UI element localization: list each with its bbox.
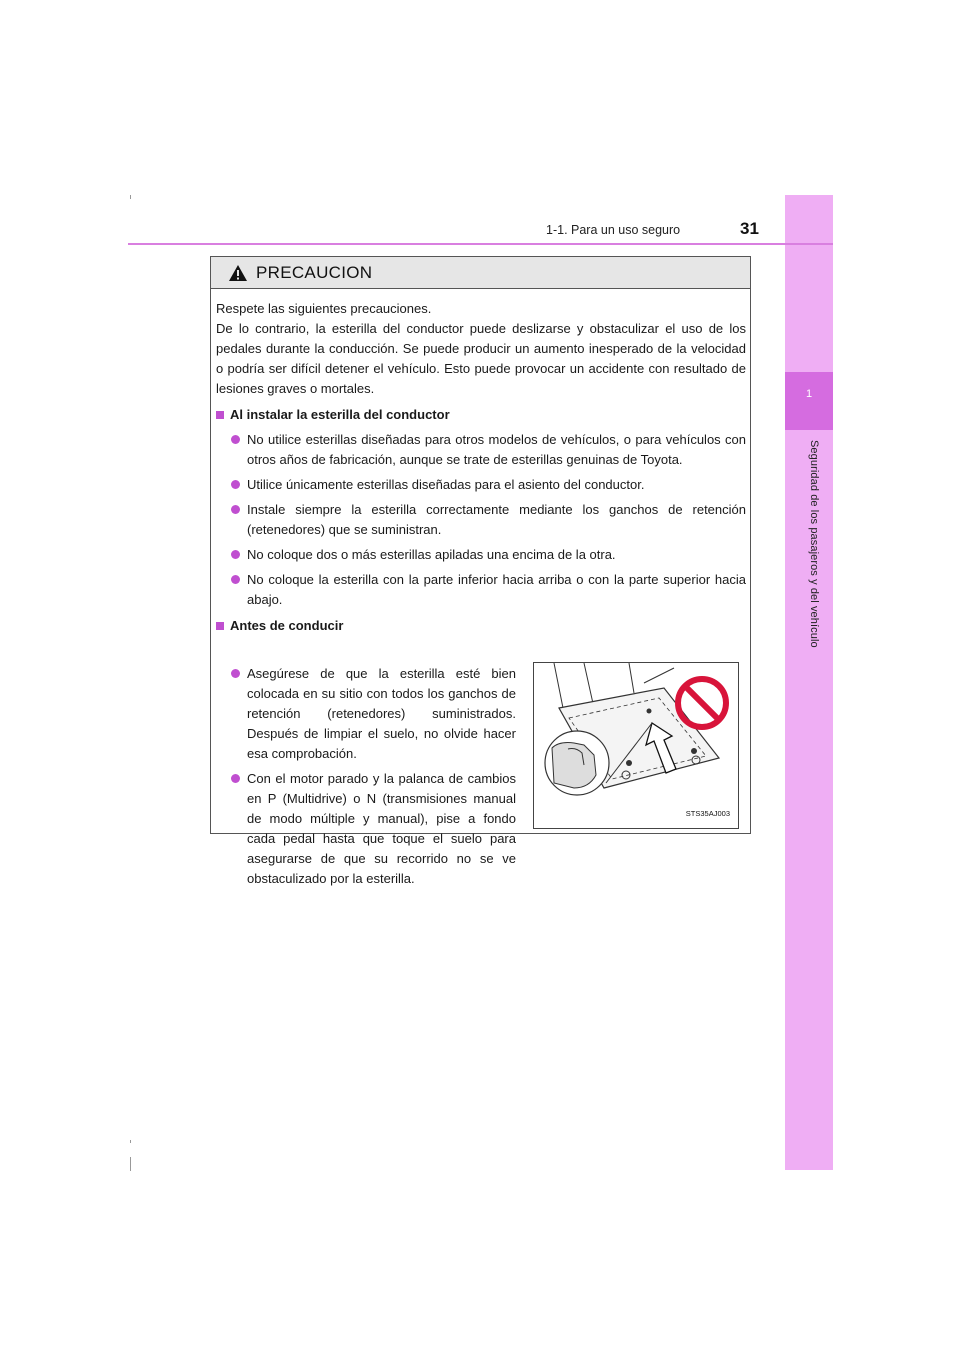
caution-body <box>216 299 746 886</box>
before-driving-list <box>216 659 516 889</box>
crop-mark <box>130 195 131 199</box>
square-bullet-icon <box>216 411 224 419</box>
section-heading <box>216 616 746 636</box>
list-item: Utilice únicamente esterillas diseñadas para el asiento del conductor. <box>231 475 746 495</box>
page-number: 31 <box>740 219 759 238</box>
floor-mat-illustration <box>533 662 739 829</box>
bullet-dot-icon <box>231 480 240 489</box>
chapter-tab <box>785 372 833 430</box>
bullet-dot-icon <box>231 435 240 444</box>
heading-text: Al instalar la esterilla del conductor <box>230 407 450 422</box>
caution-header <box>211 257 750 289</box>
chapter-title: Seguridad de los pasajeros y del vehículo <box>808 440 820 648</box>
header-rule <box>128 243 833 245</box>
square-bullet-icon <box>216 622 224 630</box>
section-heading <box>216 405 746 425</box>
bullet-dot-icon <box>231 550 240 559</box>
list-item: Asegúrese de que la esterilla esté bien colocada en su sitio con todos los ganchos de retención (retenedores) suministrados. Después de limpiar el suelo, no olvide hacer esa comprobación. <box>231 664 516 764</box>
bullet-dot-icon <box>231 505 240 514</box>
list-item: Con el motor parado y la palanca de cambios en P (Multidrive) o N (transmisiones manual de modo múltiple y manual), pise a fondo cada pedal hasta que toque el suelo para asegurarse de que su recorrido no se ve obstaculizado por la esterilla. <box>231 769 516 889</box>
crop-mark <box>130 1157 131 1171</box>
bullet-dot-icon <box>231 669 240 678</box>
list-item: No coloque dos o más esterillas apiladas una encima de la otra. <box>231 545 746 565</box>
figure-label: STS35AJ003 <box>685 809 730 818</box>
warning-icon <box>228 264 248 282</box>
floor-mat-drawing <box>534 663 738 813</box>
list-item: No coloque la esterilla con la parte inferior hacia arriba o con la parte superior hacia abajo. <box>231 570 746 610</box>
chapter-number: 1 <box>805 388 813 400</box>
heading-text: Antes de conducir <box>230 618 344 633</box>
bullet-dot-icon <box>231 774 240 783</box>
caution-title: PRECAUCION <box>256 262 373 282</box>
intro-paragraph: De lo contrario, la esterilla del conductor puede deslizarse y obstaculizar el uso de los pedales durante la conducción. Se puede producir un aumento inesperado de la velocidad o podría ser difícil detener el vehículo. Esto puede provocar un accidente con resultado de lesiones graves o mortales. <box>216 321 746 396</box>
intro-line: Respete las siguientes precauciones. <box>216 301 432 316</box>
caution-box <box>210 256 751 886</box>
list-item: No utilice esterillas diseñadas para otros modelos de vehículos, o para vehículos con otros años de fabricación, aunque se trate de esterillas genuinas de Toyota. <box>231 430 746 470</box>
bullet-dot-icon <box>231 575 240 584</box>
crop-mark <box>130 1140 131 1143</box>
list-item: Instale siempre la esterilla correctamente mediante los ganchos de retención (retenedores) que se suministran. <box>231 500 746 540</box>
section-title: 1-1. Para un uso seguro <box>546 223 681 237</box>
